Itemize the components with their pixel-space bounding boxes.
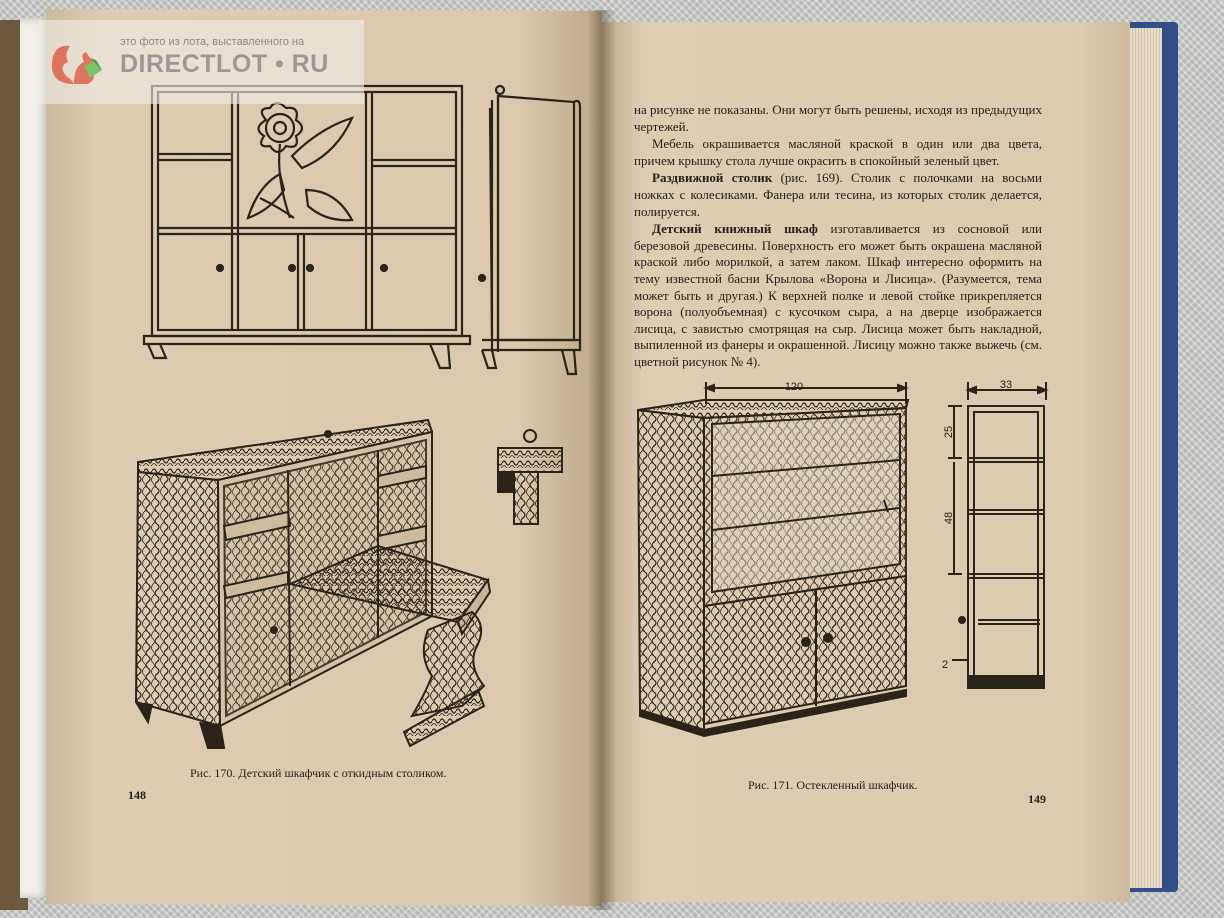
fig-170-front-view xyxy=(130,78,610,378)
paragraph-1: на рисунке не показаны. Они могут быть решены, исходя из предыдущих чертежей. xyxy=(634,102,1042,134)
figure-170-caption: Рис. 170. Детский шкафчик с откидным столиком. xyxy=(190,766,447,780)
watermark-brand: DIRECTLOT • RU xyxy=(120,50,329,78)
fig-171-glass-cabinet xyxy=(634,380,924,740)
watermark-caption: это фото из лота, выставленного на xyxy=(120,36,305,48)
figure-171-caption: Рис. 171. Остекленный шкафчик. xyxy=(748,778,918,792)
dimension-depth-label: 33 xyxy=(999,379,1013,391)
paragraph-3-lead: Раздвижной столик xyxy=(652,170,773,186)
book-gutter-shadow xyxy=(588,10,616,910)
dimension-top-gap-label: 25 xyxy=(943,425,955,439)
fig-171-side-view-dimensions xyxy=(940,378,1070,698)
dimension-bottom-label: 2 xyxy=(942,659,949,671)
paragraph-4: Детский книжный шкаф изготавливается из сосновой или березовой древесины. Поверхность его может быть окрашена масляной краской либо морилкой, а затем лаком. Шкаф интересно оформить на тему известной басни Крылова «Ворона и Лисица». (Разумеется, тема может быть и другая.) К верхней полке и левой стойке прикрепляется ворона (полуобъемная) с кусочком сыра, а на дверце изображается лисица, с завистью смотрящая на сыр. Лисица может быть накладной, выпиленной из фанеры и окрашенной. Лисицу можно также выжечь (см. цветной рисунок № 4). xyxy=(634,221,1042,369)
page-number-right: 149 xyxy=(1028,792,1046,806)
hinge-detail-drawing xyxy=(494,428,564,528)
fig-170-perspective-drawing xyxy=(128,416,508,756)
right-page-body-text xyxy=(634,102,1042,372)
page-number-left: 148 xyxy=(128,788,146,802)
paragraph-3: Раздвижной столик (рис. 169). Столик с полочками на восьми ножках с колесиками. Фанера или тесина, из которых столик делается, полируется. xyxy=(634,170,1042,219)
dimension-width-label: 120 xyxy=(784,381,804,393)
paragraph-2: Мебель окрашивается масляной краской в один или два цвета, причем крышку стола лучше окрасить в спокойный зеленый цвет. xyxy=(634,136,1042,168)
dimension-shelf-gap-label: 48 xyxy=(943,511,955,525)
squirrel-logo-icon xyxy=(44,36,108,92)
paragraph-4-lead: Детский книжный шкаф xyxy=(652,221,818,237)
